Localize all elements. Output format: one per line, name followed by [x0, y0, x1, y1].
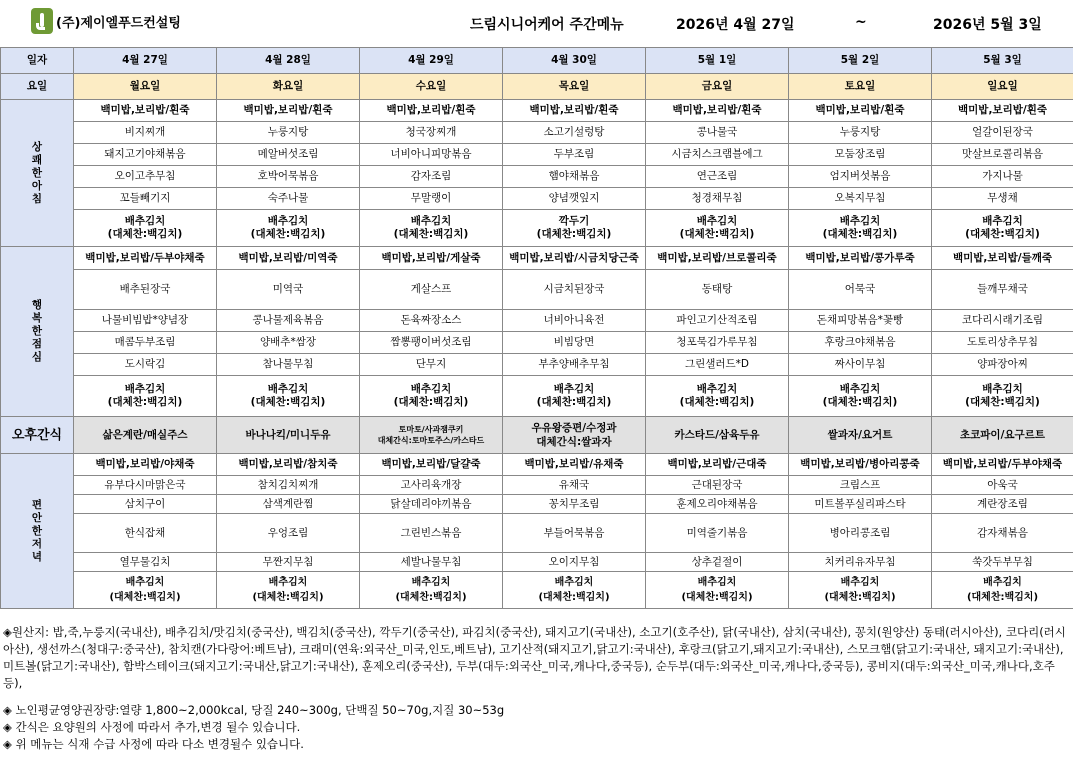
date-cell: 4월 28일 — [217, 48, 360, 74]
snack-item-sub: 대체간식:쌀과자 — [536, 436, 612, 448]
lunch-menu-cell: 청포묵김가루무침 — [646, 332, 789, 354]
weekly-menu-table — [0, 47, 1073, 609]
dinner-label — [1, 454, 74, 609]
dinner-menu-cell: 크림스프 — [789, 476, 932, 495]
menu-change-note: ◈ 위 메뉴는 식재 수급 사정에 따라 다소 변경될수 있습니다. — [3, 737, 304, 751]
breakfast-menu-cell: 백미밥,보리밥/흰죽 — [503, 100, 646, 122]
dinner-label-char: 한 — [31, 524, 43, 537]
dinner-menu-cell: 유채국 — [503, 476, 646, 495]
dinner-kimchi-main: 배추김치 — [554, 577, 594, 588]
dinner-menu-cell: 감자채볶음 — [932, 514, 1073, 553]
breakfast-label-char: 상 — [31, 140, 43, 153]
snack-item-main: 바나나킥/미니두유 — [245, 428, 331, 441]
lunch-kimchi-cell — [646, 376, 789, 417]
snack-label: 오후간식 — [1, 417, 74, 454]
dinner-kimchi-sub: (대체찬:백김치) — [681, 592, 753, 603]
lunch-menu-cell: 백미밥,보리밥/두부야채죽 — [74, 247, 217, 270]
dinner-menu-cell: 병아리콩조림 — [789, 514, 932, 553]
breakfast-menu-cell: 오이고추무침 — [74, 166, 217, 188]
dinner-menu-cell: 부들어묵볶음 — [503, 514, 646, 553]
breakfast-menu-cell: 숙주나물 — [217, 188, 360, 210]
breakfast-kimchi-cell — [74, 210, 217, 247]
breakfast-kimchi-main: 배추김치 — [410, 215, 452, 227]
period-end-date: 2026년 5월 3일 — [933, 17, 1042, 33]
date-cell: 5월 3일 — [932, 48, 1073, 74]
dinner-kimchi-main: 배추김치 — [983, 577, 1022, 588]
dinner-menu-cell: 백미밥,보리밥/야채죽 — [74, 454, 217, 476]
lunch-label-char: 심 — [31, 351, 43, 363]
date-row-label: 일자 — [1, 48, 74, 74]
snack-item-main: 우유왕증편/수정과 — [531, 422, 617, 434]
dinner-kimchi-main: 배추김치 — [697, 577, 737, 588]
lunch-kimchi-sub: (대체찬:백김치) — [965, 396, 1040, 408]
breakfast-menu-cell: 얼갈이된장국 — [932, 122, 1073, 144]
dinner-menu-cell: 우엉조림 — [217, 514, 360, 553]
breakfast-kimchi-sub: (대체찬:백김치) — [250, 228, 326, 240]
dinner-menu-cell: 백미밥,보리밥/유채죽 — [503, 454, 646, 476]
lunch-menu-cell: 들깨무채국 — [932, 270, 1073, 310]
period-start-date: 2026년 4월 27일 — [676, 17, 795, 33]
lunch-menu-cell: 나물비빔밥*양념장 — [74, 310, 217, 332]
dinner-menu-cell: 참치김치찌개 — [217, 476, 360, 495]
snack-item-main: 토마토/사과잼쿠키 — [398, 425, 464, 434]
lunch-menu-cell: 비빔당면 — [503, 332, 646, 354]
day-cell: 금요일 — [646, 74, 789, 100]
lunch-menu-cell: 너비아니육전 — [503, 310, 646, 332]
breakfast-menu-cell: 청경채무침 — [646, 188, 789, 210]
dinner-menu-cell: 미역줄기볶음 — [646, 514, 789, 553]
dinner-menu-cell: 아욱국 — [932, 476, 1073, 495]
dinner-menu-cell: 닭살데리야끼볶음 — [360, 495, 503, 514]
breakfast-menu-cell: 맛살브로콜리볶음 — [932, 144, 1073, 166]
breakfast-menu-cell: 백미밥,보리밥/흰죽 — [360, 100, 503, 122]
company-logo-icon — [31, 8, 53, 34]
day-cell: 화요일 — [217, 74, 360, 100]
snack-cell — [646, 417, 789, 454]
dinner-kimchi-cell — [74, 572, 217, 609]
breakfast-menu-cell: 무생채 — [932, 188, 1073, 210]
breakfast-menu-cell: 가지나물 — [932, 166, 1073, 188]
lunch-kimchi-main: 배추김치 — [553, 383, 595, 395]
breakfast-menu-cell: 두부조림 — [503, 144, 646, 166]
lunch-kimchi-sub: (대체찬:백김치) — [822, 396, 898, 408]
dinner-kimchi-cell — [503, 572, 646, 609]
dinner-menu-cell: 삼치구이 — [74, 495, 217, 514]
snack-item-main: 카스타드/삼육두유 — [674, 428, 760, 441]
lunch-menu-cell: 도시락김 — [74, 354, 217, 376]
dinner-menu-cell: 오이지무침 — [503, 553, 646, 572]
dinner-menu-cell: 백미밥,보리밥/근대죽 — [646, 454, 789, 476]
dinner-menu-cell: 백미밥,보리밥/병아리콩죽 — [789, 454, 932, 476]
snack-cell — [74, 417, 217, 454]
lunch-menu-cell: 돈육짜장소스 — [360, 310, 503, 332]
dinner-kimchi-sub: (대체찬:백김치) — [966, 592, 1039, 603]
dinner-menu-cell: 백미밥,보리밥/달걀죽 — [360, 454, 503, 476]
lunch-menu-cell: 백미밥,보리밥/브로콜리죽 — [646, 247, 789, 270]
lunch-menu-cell: 참나물무침 — [217, 354, 360, 376]
day-row-label: 요일 — [1, 74, 74, 100]
dinner-menu-cell: 열무물김치 — [74, 553, 217, 572]
date-cell: 5월 2일 — [789, 48, 932, 74]
dinner-kimchi-main: 배추김치 — [268, 577, 308, 588]
breakfast-menu-cell: 백미밥,보리밥/흰죽 — [74, 100, 217, 122]
lunch-menu-cell: 미역국 — [217, 270, 360, 310]
lunch-kimchi-sub: (대체찬:백김치) — [393, 396, 469, 408]
day-cell: 토요일 — [789, 74, 932, 100]
breakfast-menu-cell: 모둠장조림 — [789, 144, 932, 166]
dinner-kimchi-main: 배추김치 — [125, 577, 165, 588]
lunch-menu-cell: 파인고기산적조림 — [646, 310, 789, 332]
dinner-menu-cell: 백미밥,보리밥/참치죽 — [217, 454, 360, 476]
dinner-kimchi-sub: (대체찬:백김치) — [824, 592, 896, 603]
dinner-menu-cell: 유부다시마맑은국 — [74, 476, 217, 495]
lunch-menu-cell: 양파장아찌 — [932, 354, 1073, 376]
breakfast-kimchi-main: 배추김치 — [124, 215, 166, 227]
breakfast-menu-cell: 시금치스크램블에그 — [646, 144, 789, 166]
day-cell: 수요일 — [360, 74, 503, 100]
dinner-kimchi-sub: (대체찬:백김치) — [109, 592, 181, 603]
breakfast-kimchi-sub: (대체찬:백김치) — [393, 228, 469, 240]
breakfast-kimchi-main: 배추김치 — [267, 215, 309, 227]
breakfast-kimchi-main: 배추김치 — [982, 215, 1023, 227]
dinner-menu-cell: 한식잡채 — [74, 514, 217, 553]
dinner-menu-cell: 근대된장국 — [646, 476, 789, 495]
lunch-label — [1, 247, 74, 417]
lunch-kimchi-sub: (대체찬:백김치) — [107, 396, 183, 408]
breakfast-label — [1, 100, 74, 247]
dinner-kimchi-cell — [646, 572, 789, 609]
lunch-kimchi-main: 배추김치 — [839, 383, 881, 395]
dinner-menu-cell: 미트볼푸실리파스타 — [789, 495, 932, 514]
breakfast-menu-cell: 연근조림 — [646, 166, 789, 188]
dinner-menu-cell: 계란장조림 — [932, 495, 1073, 514]
lunch-label-char: 한 — [31, 325, 43, 337]
date-cell: 4월 30일 — [503, 48, 646, 74]
dinner-kimchi-main: 배추김치 — [840, 577, 880, 588]
lunch-menu-cell: 배추된장국 — [74, 270, 217, 310]
dinner-menu-cell: 고사리육개장 — [360, 476, 503, 495]
lunch-menu-cell: 동태탕 — [646, 270, 789, 310]
lunch-kimchi-sub: (대체찬:백김치) — [679, 396, 755, 408]
dinner-menu-cell: 꽁치무조림 — [503, 495, 646, 514]
breakfast-menu-cell: 누룽지탕 — [217, 122, 360, 144]
lunch-menu-cell: 부추양배추무침 — [503, 354, 646, 376]
snack-cell — [932, 417, 1073, 454]
breakfast-kimchi-sub: (대체찬:백김치) — [679, 228, 755, 240]
snack-cell — [360, 417, 503, 454]
dinner-menu-cell: 그린빈스볶음 — [360, 514, 503, 553]
menu-title: 드림시니어케어 주간메뉴 — [470, 17, 624, 33]
origin-note: ◈원산지: 밥,죽,누룽지(국내산), 배추김치/맛김치(중국산), 백김치(중국산), 깍두기(중국산), 파김치(중국산), 돼지고기(국내산), 소고기(호주산), 닭(국내산), 삼치(국내산), 꽁치(원양산) 동태(러시아산), 코다리(러시아산), 생선까스(청대구:중국산), 참치캔(가다랑어:베트남), 크래미(연육:외국산_미국,인도,베트남), 고기산적(돼지고기,닭고기:국내산), 후랑크(닭고기,돼지고기:국내산), 스모크햄(닭고기:국내산, 돼지고기:국내산), 미트볼(닭고기:국내산), 함박스테이크(돼지고기:국내산,닭고기:국내산), 훈제오리(중국산), 두부(대두:외국산_미국,캐나다,중국등), 순두부(대두:외국산_미국,캐나다,중국등), 콩비지(대두:외국산_미국,캐나다,호주 등), — [3, 625, 1066, 690]
day-cell: 목요일 — [503, 74, 646, 100]
breakfast-kimchi-sub: (대체찬:백김치) — [965, 228, 1040, 240]
breakfast-label-char: 한 — [31, 166, 43, 179]
lunch-menu-cell: 백미밥,보리밥/미역죽 — [217, 247, 360, 270]
lunch-kimchi-sub: (대체찬:백김치) — [536, 396, 612, 408]
breakfast-kimchi-cell — [646, 210, 789, 247]
dinner-kimchi-cell — [932, 572, 1073, 609]
dinner-menu-cell: 삼색계란찜 — [217, 495, 360, 514]
lunch-menu-cell: 양배추*쌈장 — [217, 332, 360, 354]
breakfast-kimchi-cell — [360, 210, 503, 247]
lunch-menu-cell: 짬뽕팽이버섯조림 — [360, 332, 503, 354]
breakfast-menu-cell: 백미밥,보리밥/흰죽 — [789, 100, 932, 122]
breakfast-menu-cell: 오복지무침 — [789, 188, 932, 210]
dinner-menu-cell: 백미밥,보리밥/두부야채죽 — [932, 454, 1073, 476]
breakfast-menu-cell: 꼬들빼기지 — [74, 188, 217, 210]
lunch-menu-cell: 게살스프 — [360, 270, 503, 310]
dinner-label-char: 녁 — [31, 550, 43, 563]
dinner-label-char: 편 — [31, 498, 43, 511]
breakfast-menu-cell: 무말랭이 — [360, 188, 503, 210]
dinner-label-char: 저 — [31, 537, 43, 550]
lunch-menu-cell: 백미밥,보리밥/콩가루죽 — [789, 247, 932, 270]
lunch-kimchi-main: 배추김치 — [410, 383, 452, 395]
lunch-menu-cell: 짜사이무침 — [789, 354, 932, 376]
lunch-menu-cell: 시금치된장국 — [503, 270, 646, 310]
breakfast-menu-cell: 소고기설렁탕 — [503, 122, 646, 144]
dinner-menu-cell: 훈제오리야채볶음 — [646, 495, 789, 514]
breakfast-label-char: 아 — [31, 179, 43, 192]
breakfast-label-char: 쾌 — [31, 153, 43, 166]
breakfast-menu-cell: 메알버섯조림 — [217, 144, 360, 166]
lunch-menu-cell: 백미밥,보리밥/시금치당근죽 — [503, 247, 646, 270]
dinner-label-char: 안 — [31, 511, 43, 524]
lunch-kimchi-main: 배추김치 — [696, 383, 738, 395]
breakfast-menu-cell: 백미밥,보리밥/흰죽 — [217, 100, 360, 122]
breakfast-label-char: 침 — [31, 192, 43, 205]
breakfast-kimchi-cell — [503, 210, 646, 247]
breakfast-menu-cell: 엄지버섯볶음 — [789, 166, 932, 188]
breakfast-menu-cell: 돼지고기야채볶음 — [74, 144, 217, 166]
breakfast-kimchi-main: 배추김치 — [839, 215, 881, 227]
lunch-menu-cell: 코다리시래기조림 — [932, 310, 1073, 332]
breakfast-menu-cell: 감자조림 — [360, 166, 503, 188]
day-cell: 일요일 — [932, 74, 1073, 100]
breakfast-menu-cell: 비지찌개 — [74, 122, 217, 144]
snack-item-main: 초코파이/요구르트 — [960, 428, 1045, 441]
snack-cell — [789, 417, 932, 454]
date-cell: 4월 27일 — [74, 48, 217, 74]
lunch-label-char: 복 — [31, 312, 43, 324]
lunch-kimchi-cell — [789, 376, 932, 417]
lunch-kimchi-cell — [74, 376, 217, 417]
lunch-kimchi-main: 배추김치 — [267, 383, 309, 395]
breakfast-menu-cell: 백미밥,보리밥/흰죽 — [932, 100, 1073, 122]
lunch-menu-cell: 백미밥,보리밥/게살죽 — [360, 247, 503, 270]
company-name: (주)제이엘푸드컨설팅 — [56, 16, 181, 31]
dinner-kimchi-cell — [217, 572, 360, 609]
dinner-menu-cell: 치커리유자무침 — [789, 553, 932, 572]
lunch-menu-cell: 돈채피망볶음*꽃빵 — [789, 310, 932, 332]
dinner-kimchi-sub: (대체찬:백김치) — [538, 592, 610, 603]
nutrition-note: ◈ 노인평균영양권장량:열량 1,800~2,000kcal, 당질 240~300g, 단백질 50~70g,지질 30~53g — [3, 703, 505, 717]
lunch-menu-cell: 백미밥,보리밥/들깨죽 — [932, 247, 1073, 270]
breakfast-kimchi-cell — [789, 210, 932, 247]
lunch-menu-cell: 어묵국 — [789, 270, 932, 310]
snack-cell — [503, 417, 646, 454]
breakfast-menu-cell: 너비아니피망볶음 — [360, 144, 503, 166]
breakfast-menu-cell: 양념깻잎지 — [503, 188, 646, 210]
snack-item-main: 쌀과자/요거트 — [827, 428, 893, 441]
dinner-menu-cell: 무짠지무침 — [217, 553, 360, 572]
lunch-menu-cell: 도토리상추무침 — [932, 332, 1073, 354]
lunch-menu-cell: 그린샐러드*D — [646, 354, 789, 376]
date-cell: 5월 1일 — [646, 48, 789, 74]
page-header — [0, 0, 1073, 46]
breakfast-menu-cell: 누룽지탕 — [789, 122, 932, 144]
lunch-kimchi-cell — [932, 376, 1073, 417]
lunch-kimchi-cell — [217, 376, 360, 417]
breakfast-kimchi-main: 배추김치 — [696, 215, 738, 227]
day-cell: 월요일 — [74, 74, 217, 100]
dinner-menu-cell: 상추겉절이 — [646, 553, 789, 572]
period-separator: ~ — [855, 14, 867, 30]
lunch-kimchi-cell — [360, 376, 503, 417]
breakfast-kimchi-sub: (대체찬:백김치) — [822, 228, 898, 240]
breakfast-menu-cell: 햄야채볶음 — [503, 166, 646, 188]
dinner-kimchi-sub: (대체찬:백김치) — [395, 592, 467, 603]
dinner-kimchi-sub: (대체찬:백김치) — [252, 592, 324, 603]
lunch-menu-cell: 후랑크야채볶음 — [789, 332, 932, 354]
breakfast-menu-cell: 백미밥,보리밥/흰죽 — [646, 100, 789, 122]
snack-item-sub: 대체간식:토마토주스/카스타드 — [377, 436, 485, 445]
dinner-kimchi-cell — [789, 572, 932, 609]
lunch-kimchi-main: 배추김치 — [124, 383, 166, 395]
breakfast-kimchi-main: 깍두기 — [558, 215, 590, 227]
breakfast-menu-cell: 청국장찌개 — [360, 122, 503, 144]
date-cell: 4월 29일 — [360, 48, 503, 74]
notes-section — [3, 624, 1070, 753]
snack-cell — [217, 417, 360, 454]
breakfast-kimchi-cell — [932, 210, 1073, 247]
breakfast-kimchi-sub: (대체찬:백김치) — [536, 228, 612, 240]
dinner-menu-cell: 쑥갓두부무침 — [932, 553, 1073, 572]
breakfast-kimchi-sub: (대체찬:백김치) — [107, 228, 183, 240]
snack-item-main: 삶은계란/매실주스 — [102, 428, 188, 441]
lunch-menu-cell: 매콤두부조림 — [74, 332, 217, 354]
lunch-label-char: 행 — [31, 299, 43, 311]
snack-change-note: ◈ 간식은 요양원의 사정에 따라서 추가,변경 될수 있습니다. — [3, 720, 301, 734]
breakfast-kimchi-cell — [217, 210, 360, 247]
dinner-kimchi-main: 배추김치 — [411, 577, 451, 588]
lunch-kimchi-main: 배추김치 — [982, 383, 1023, 395]
lunch-kimchi-cell — [503, 376, 646, 417]
breakfast-menu-cell: 콩나물국 — [646, 122, 789, 144]
lunch-menu-cell: 단무지 — [360, 354, 503, 376]
dinner-kimchi-cell — [360, 572, 503, 609]
lunch-label-char: 점 — [31, 338, 43, 350]
lunch-menu-cell: 콩나물제육볶음 — [217, 310, 360, 332]
breakfast-menu-cell: 호박어묵볶음 — [217, 166, 360, 188]
lunch-kimchi-sub: (대체찬:백김치) — [250, 396, 326, 408]
dinner-menu-cell: 세발나물무침 — [360, 553, 503, 572]
